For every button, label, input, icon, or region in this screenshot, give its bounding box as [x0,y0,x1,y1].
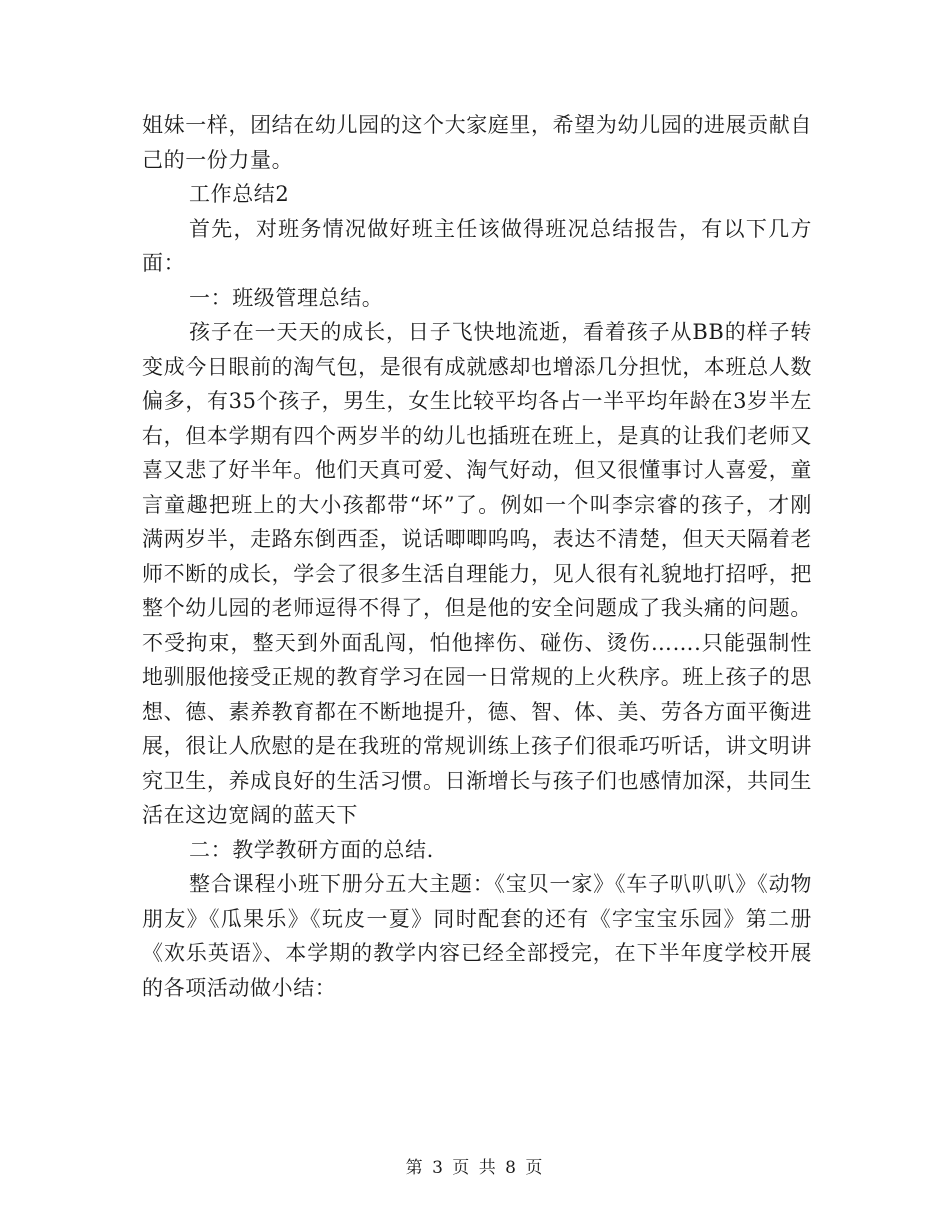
section-heading: 一：班级管理总结。 [189,285,384,310]
page-number-footer: 第 3 页 共 8 页 [405,1158,545,1178]
paragraph: 孩子在一天天的成长，日子飞快地流逝，看着孩子从BB的样子转变成今日眼前的淘气包，是很有成就感却也增添几分担忧，本班总人数偏多，有35个孩子，男生，女生比较平均各占一半平均年龄在3岁半左右，但本学期有四个两岁半的幼儿也插班在班上，是真的让我们老师又喜又悲了好半年。他们天真可爱、淘气好动，但又很懂事讨人喜爱，童言童趣把班上的大小孩都带“坏”了。例如一个叫李宗睿的孩子，才刚满两岁半，走路东倒西歪，说话唧唧呜呜，表达不清楚，但天天隔着老师不断的成长，学会了很多生活自理能力，见人很有礼貌地打招呼，把整个幼儿园的老师逗得不得了，但是他的安全问题成了我头痛的问题。不受拘束，整天到外面乱闯，怕他摔伤、碰伤、烫伤…….只能强制性地驯服他接受正规的教育学习在园一日常规的上火秩序。班上孩子的思想、德、素养教育都在不断地提升，德、智、体、美、劳各方面平衡进展，很让人欣慰的是在我班的常规训练上孩子们很乖巧听话，讲文明讲究卫生，养成良好的生活习惯。日渐增长与孩子们也感情加深，共同生活在这边宽阔的蓝天下 [142,320,812,827]
paragraph: 姐妹一样，团结在幼儿园的这个大家庭里，希望为幼儿园的进展贡献自己的一份力量。 [142,113,812,172]
section-heading: 二：教学教研方面的总结. [189,837,434,862]
paragraph: 首先，对班务情况做好班主任该做得班况总结报告，有以下几方面： [142,216,812,275]
document-body [142,108,812,1005]
paragraph: 整合课程小班下册分五大主题：《宝贝一家》《车子叭叭叭》《动物朋友》《瓜果乐》《玩皮一夏》同时配套的还有《字宝宝乐园》第二册《欢乐英语》、本学期的教学内容已经全部授完，在下半年度学校开展的各项活动做小结： [142,872,812,1000]
section-heading: 工作总结2 [189,182,290,206]
